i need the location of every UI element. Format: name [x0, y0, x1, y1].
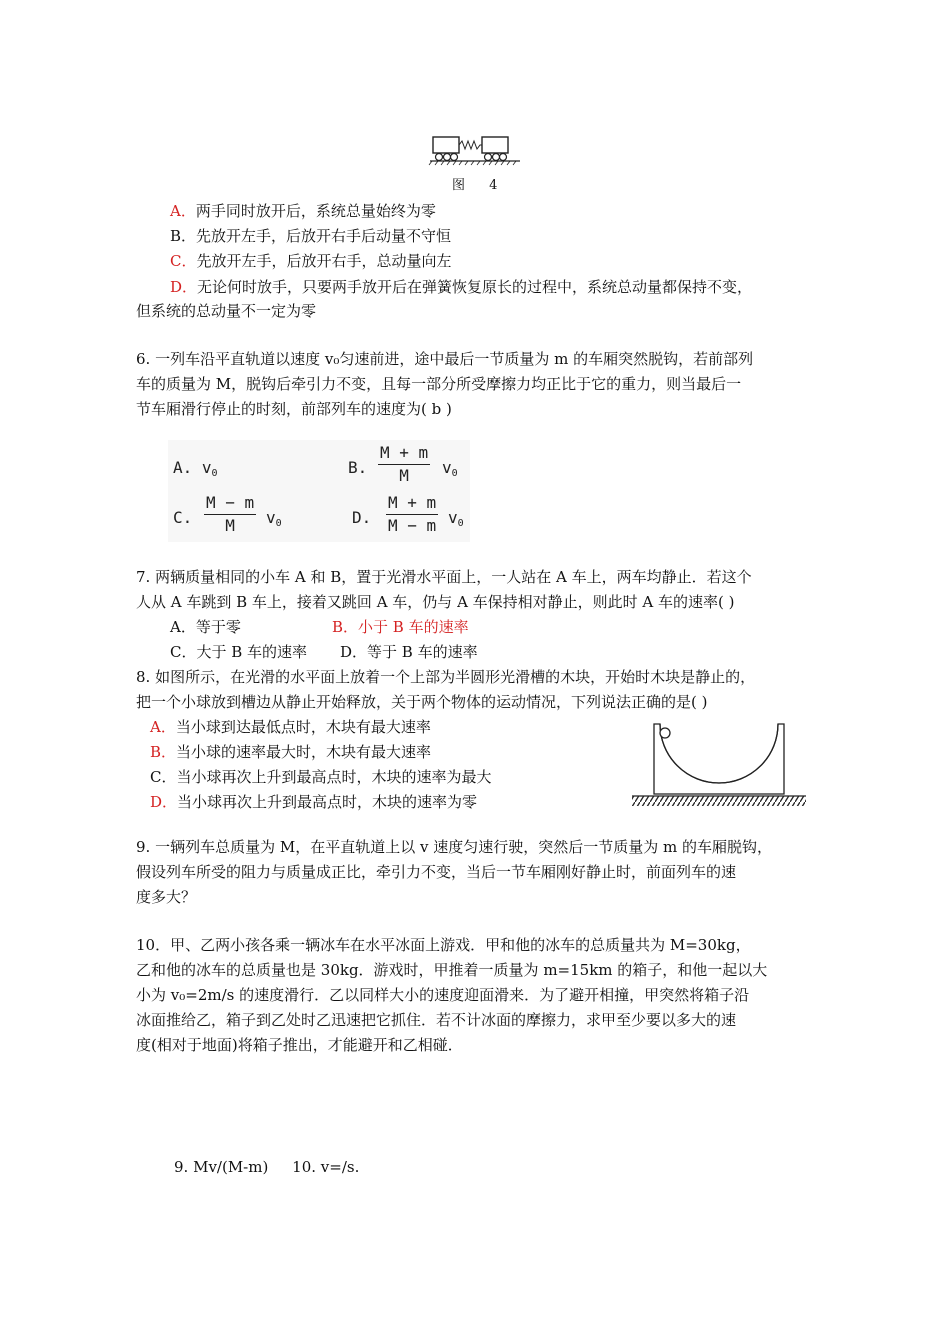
q6-option-d-fraction: $\frac{M + m}{M - m}$: [388, 493, 437, 535]
q10-line-2: 乙和他的冰车的总质量也是 30kg．游戏时，甲推着一质量为 m=15km 的箱子，和他一起以大: [136, 961, 768, 979]
q7-option-a: A．等于零: [170, 618, 241, 636]
q6-option-b-label: B.: [348, 458, 368, 477]
figure-caption: 图 4: [452, 178, 508, 193]
q8-line-2: 把一个小球放到槽边从静止开始释放，关于两个物体的运动情况，下列说法正确的是( ): [136, 693, 708, 711]
q9-line-3: 度多大？: [136, 888, 197, 906]
q5-option-a: A．两手同时放开后，系统总量始终为零: [170, 202, 436, 220]
q8-option-c: C．当小球再次上升到最高点时，木块的速率为最大: [150, 768, 492, 786]
q7-option-c: C．大于 B 车的速率: [170, 643, 308, 661]
q10-line-4: 冰面推给乙，箱子到乙处时乙迅速把它抓住．若不计冰面的摩擦力，求甲至少要以多大的速: [136, 1011, 737, 1029]
q6-line-3: 节车厢滑行停止的时刻，前部列车的速度为( b ): [136, 400, 452, 418]
answers-line: 9. Mv/(M-m) 10. v=/s.: [174, 1158, 360, 1176]
q8-option-b: B．当小球的速率最大时，木块有最大速率: [150, 743, 432, 761]
q10-line-5: 度(相对于地面)将箱子推出，才能避开和乙相碰．: [136, 1036, 463, 1054]
q7-option-b: B．小于 B 车的速率: [332, 618, 469, 636]
q10-line-3: 小为 v₀=2m/s 的速度滑行．乙以同样大小的速度迎面滑来．为了避开相撞，甲突然将箱子沿: [136, 986, 750, 1004]
q6-option-c-fraction: $\frac{M - m}{M}$: [206, 493, 255, 535]
q6-option-d-suffix: $v_0$: [448, 508, 464, 529]
q6-line-1: 6. 一列车沿平直轨道以速度 v₀匀速前进，途中最后一节质量为 m 的车厢突然脱钩，若前部列: [136, 350, 754, 368]
q5-option-b: B．先放开左手，后放开右手后动量不守恒: [170, 227, 452, 245]
q8-option-a: A．当小球到达最低点时，木块有最大速率: [150, 718, 431, 736]
q5-option-c: C．先放开左手，后放开右手，总动量向左: [170, 252, 452, 270]
q5-option-d: D．无论何时放手，只要两手放开后在弹簧恢复原长的过程中，系统总动量都保持不变，: [170, 278, 753, 296]
q6-option-c-label: C.: [173, 508, 193, 527]
q7-option-d: D．等于 B 车的速率: [340, 643, 478, 661]
q6-option-b-suffix: $v_0$: [442, 458, 458, 479]
q8-option-d: D．当小球再次上升到最高点时，木块的速率为零: [150, 793, 478, 811]
q6-options-image: [168, 440, 470, 542]
q5-option-d-continuation: 但系统的总动量不一定为零: [136, 302, 317, 320]
q9-line-1: 9. 一辆列车总质量为 M，在平直轨道上以 v 速度匀速行驶，突然后一节质量为 m 的车厢脱钩，: [136, 838, 772, 856]
q6-option-c-suffix: $v_0$: [266, 508, 282, 529]
q6-line-2: 车的质量为 M，脱钩后牵引力不变，且每一部分所受摩擦力均正比于它的重力，则当最后一: [136, 375, 742, 393]
q6-option-b-fraction: $\frac{M + m}{M}$: [380, 443, 429, 485]
semicircle-groove-block-figure: [630, 722, 808, 812]
q10-line-1: 10．甲、乙两小孩各乘一辆冰车在水平冰面上游戏．甲和他的冰车的总质量共为 M=30kg，: [136, 936, 751, 954]
q6-option-a: A. $v_0$: [173, 458, 218, 479]
q7-line-2: 人从 A 车跳到 B 车上，接着又跳回 A 车，仍与 A 车保持相对静止，则此时 A 车的速率( ): [136, 593, 735, 611]
q7-line-1: 7. 两辆质量相同的小车 A 和 B，置于光滑水平面上，一人站在 A 车上，两车均静止．若这个: [136, 568, 752, 586]
q8-line-1: 8. 如图所示，在光滑的水平面上放着一个上部为半圆形光滑槽的木块，开始时木块是静止的，: [136, 668, 756, 686]
q9-line-2: 假设列车所受的阻力与质量成正比，牵引力不变，当后一节车厢刚好静止时，前面列车的速: [136, 863, 737, 881]
q6-option-d-label: D.: [352, 508, 372, 527]
